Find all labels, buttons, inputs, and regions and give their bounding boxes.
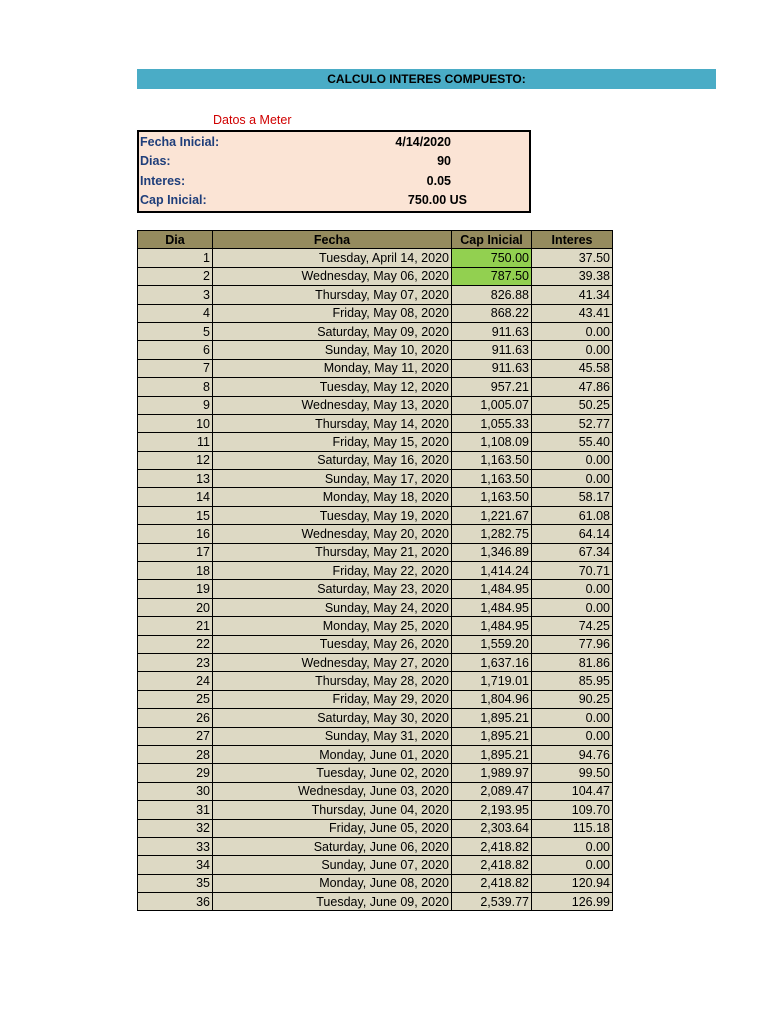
input-label: Interes: [140,173,186,188]
cell-cap-inicial[interactable]: 1,895.21 [452,745,532,763]
cell-dia[interactable]: 7 [138,359,213,377]
cell-interes[interactable]: 0.00 [532,727,613,745]
table-row [138,801,613,819]
cell-dia[interactable]: 17 [138,543,213,561]
cell-fecha[interactable]: Sunday, May 31, 2020 [213,727,452,745]
sheet-title-bar [137,69,716,89]
interest-table-container [137,230,613,911]
cell-fecha[interactable]: Monday, June 01, 2020 [213,745,452,763]
interest-table [137,230,613,911]
cell-interes[interactable]: 61.08 [532,506,613,524]
cell-fecha[interactable]: Friday, May 22, 2020 [213,562,452,580]
cell-cap-inicial[interactable]: 1,346.89 [452,543,532,561]
cell-cap-inicial[interactable]: 1,804.96 [452,690,532,708]
input-label: Fecha Inicial: [140,134,220,149]
cell-interes[interactable]: 0.00 [532,451,613,469]
cell-fecha[interactable]: Saturday, May 16, 2020 [213,451,452,469]
cell-fecha[interactable]: Thursday, May 14, 2020 [213,414,452,432]
cell-fecha[interactable]: Tuesday, June 02, 2020 [213,764,452,782]
table-row [138,286,613,304]
input-value-cell[interactable]: 4/14/2020 [395,134,451,149]
table-row [138,856,613,874]
cell-dia[interactable]: 4 [138,304,213,322]
cell-cap-inicial[interactable]: 1,895.21 [452,709,532,727]
cell-fecha[interactable]: Tuesday, May 26, 2020 [213,635,452,653]
cell-interes[interactable]: 120.94 [532,874,613,892]
table-row [138,341,613,359]
table-row [138,304,613,322]
cell-fecha[interactable]: Wednesday, May 13, 2020 [213,396,452,414]
cell-interes[interactable]: 90.25 [532,690,613,708]
cell-cap-inicial[interactable]: 911.63 [452,359,532,377]
cell-interes[interactable]: 126.99 [532,893,613,911]
cell-cap-inicial[interactable]: 957.21 [452,378,532,396]
cell-dia[interactable]: 11 [138,433,213,451]
sheet-title: CALCULO INTERES COMPUESTO: [327,72,526,86]
cell-interes[interactable]: 0.00 [532,709,613,727]
cell-dia[interactable]: 16 [138,525,213,543]
cell-cap-inicial[interactable]: 868.22 [452,304,532,322]
input-value-cell[interactable]: 750.00 US [407,193,467,208]
cell-fecha[interactable]: Thursday, May 21, 2020 [213,543,452,561]
cell-cap-inicial[interactable]: 1,163.50 [452,488,532,506]
cell-interes[interactable]: 99.50 [532,764,613,782]
cell-cap-inicial[interactable]: 1,163.50 [452,470,532,488]
table-row [138,488,613,506]
cell-interes[interactable]: 41.34 [532,286,613,304]
input-value-cell[interactable]: 90 [437,154,451,169]
cell-fecha[interactable]: Saturday, May 30, 2020 [213,709,452,727]
table-row [138,414,613,432]
cell-interes[interactable]: 0.00 [532,856,613,874]
cell-fecha[interactable]: Sunday, June 07, 2020 [213,856,452,874]
cell-fecha[interactable]: Tuesday, May 12, 2020 [213,378,452,396]
inputs-label: Datos a Meter [213,113,292,127]
cell-cap-inicial[interactable]: 1,484.95 [452,580,532,598]
cell-interes[interactable]: 74.25 [532,617,613,635]
cell-cap-inicial[interactable]: 1,282.75 [452,525,532,543]
table-row [138,359,613,377]
cell-interes[interactable]: 0.00 [532,598,613,616]
cell-cap-inicial[interactable]: 2,193.95 [452,801,532,819]
cell-cap-inicial[interactable]: 1,484.95 [452,617,532,635]
table-row [138,672,613,690]
cell-dia[interactable]: 29 [138,764,213,782]
cell-fecha[interactable]: Tuesday, May 19, 2020 [213,506,452,524]
cell-interes[interactable]: 58.17 [532,488,613,506]
input-label: Dias: [140,154,171,169]
cell-interes[interactable]: 37.50 [532,249,613,267]
cell-fecha[interactable]: Sunday, May 10, 2020 [213,341,452,359]
table-row [138,709,613,727]
column-header-cap-inicial[interactable]: Cap Inicial [452,231,532,249]
cell-dia[interactable]: 9 [138,396,213,414]
table-row [138,470,613,488]
cell-interes[interactable]: 50.25 [532,396,613,414]
cell-interes[interactable]: 85.95 [532,672,613,690]
input-value-cell[interactable]: 0.05 [426,173,451,188]
cell-cap-inicial[interactable]: 2,539.77 [452,893,532,911]
table-row [138,837,613,855]
cell-cap-inicial[interactable]: 1,719.01 [452,672,532,690]
cell-interes[interactable]: 77.96 [532,635,613,653]
cell-cap-inicial[interactable]: 1,221.67 [452,506,532,524]
cell-dia[interactable]: 35 [138,874,213,892]
cell-fecha[interactable]: Tuesday, June 09, 2020 [213,893,452,911]
cell-fecha[interactable]: Thursday, May 28, 2020 [213,672,452,690]
cell-interes[interactable]: 55.40 [532,433,613,451]
cell-cap-inicial[interactable]: 1,989.97 [452,764,532,782]
cell-dia[interactable]: 18 [138,562,213,580]
table-row [138,580,613,598]
table-row [138,727,613,745]
cell-cap-inicial[interactable]: 1,055.33 [452,414,532,432]
cell-cap-inicial[interactable]: 1,484.95 [452,598,532,616]
cell-dia[interactable]: 31 [138,801,213,819]
cell-cap-inicial[interactable]: 2,418.82 [452,837,532,855]
cell-fecha[interactable]: Saturday, June 06, 2020 [213,837,452,855]
cell-cap-inicial[interactable]: 1,559.20 [452,635,532,653]
cell-fecha[interactable]: Sunday, May 24, 2020 [213,598,452,616]
table-row [138,506,613,524]
input-label: Cap Inicial: [140,193,207,208]
cell-fecha[interactable]: Friday, May 29, 2020 [213,690,452,708]
input-row-cap-inicial [139,191,529,211]
table-row [138,378,613,396]
cell-interes[interactable]: 0.00 [532,470,613,488]
cell-interes[interactable]: 39.38 [532,267,613,285]
cell-fecha[interactable]: Wednesday, May 06, 2020 [213,267,452,285]
cell-dia[interactable]: 21 [138,617,213,635]
cell-dia[interactable]: 34 [138,856,213,874]
cell-cap-inicial[interactable]: 787.50 [452,267,532,285]
cell-interes[interactable]: 109.70 [532,801,613,819]
cell-cap-inicial[interactable]: 1,895.21 [452,727,532,745]
cell-dia[interactable]: 15 [138,506,213,524]
cell-dia[interactable]: 22 [138,635,213,653]
table-row [138,617,613,635]
table-row [138,562,613,580]
cell-interes[interactable]: 0.00 [532,580,613,598]
table-row [138,745,613,763]
cell-interes[interactable]: 104.47 [532,782,613,800]
cell-interes[interactable]: 47.86 [532,378,613,396]
table-row [138,819,613,837]
cell-cap-inicial[interactable]: 911.63 [452,322,532,340]
cell-interes[interactable]: 52.77 [532,414,613,432]
cell-dia[interactable]: 23 [138,653,213,671]
cell-cap-inicial[interactable]: 911.63 [452,341,532,359]
cell-cap-inicial[interactable]: 1,637.16 [452,653,532,671]
cell-dia[interactable]: 30 [138,782,213,800]
cell-dia[interactable]: 1 [138,249,213,267]
table-row [138,893,613,911]
table-row [138,249,613,267]
cell-interes[interactable]: 70.71 [532,562,613,580]
cell-cap-inicial[interactable]: 750.00 [452,249,532,267]
cell-cap-inicial[interactable]: 2,089.47 [452,782,532,800]
cell-fecha[interactable]: Friday, June 05, 2020 [213,819,452,837]
table-row [138,543,613,561]
table-row [138,874,613,892]
cell-fecha[interactable]: Monday, May 11, 2020 [213,359,452,377]
cell-dia[interactable]: 12 [138,451,213,469]
cell-cap-inicial[interactable]: 1,414.24 [452,562,532,580]
cell-interes[interactable]: 43.41 [532,304,613,322]
cell-fecha[interactable]: Saturday, May 23, 2020 [213,580,452,598]
table-row [138,525,613,543]
cell-cap-inicial[interactable]: 1,108.09 [452,433,532,451]
cell-fecha[interactable]: Friday, May 08, 2020 [213,304,452,322]
table-row [138,433,613,451]
cell-dia[interactable]: 32 [138,819,213,837]
table-row [138,451,613,469]
cell-dia[interactable]: 6 [138,341,213,359]
cell-interes[interactable]: 94.76 [532,745,613,763]
cell-cap-inicial[interactable]: 1,005.07 [452,396,532,414]
table-row [138,764,613,782]
column-header-dia[interactable]: Dia [138,231,213,249]
inputs-panel [137,130,531,213]
cell-interes[interactable]: 115.18 [532,819,613,837]
cell-fecha[interactable]: Wednesday, May 20, 2020 [213,525,452,543]
input-row-dias [139,152,529,172]
cell-interes[interactable]: 81.86 [532,653,613,671]
cell-fecha[interactable]: Friday, May 15, 2020 [213,433,452,451]
cell-fecha[interactable]: Monday, May 18, 2020 [213,488,452,506]
cell-dia[interactable]: 19 [138,580,213,598]
cell-fecha[interactable]: Saturday, May 09, 2020 [213,322,452,340]
cell-dia[interactable]: 20 [138,598,213,616]
column-header-interes[interactable]: Interes [532,231,613,249]
cell-fecha[interactable]: Sunday, May 17, 2020 [213,470,452,488]
input-row-interes [139,171,529,191]
cell-fecha[interactable]: Tuesday, April 14, 2020 [213,249,452,267]
cell-dia[interactable]: 25 [138,690,213,708]
table-body [138,249,613,911]
column-header-fecha[interactable]: Fecha [213,231,452,249]
table-row [138,653,613,671]
cell-fecha[interactable]: Wednesday, June 03, 2020 [213,782,452,800]
cell-dia[interactable]: 13 [138,470,213,488]
cell-dia[interactable]: 33 [138,837,213,855]
cell-cap-inicial[interactable]: 2,303.64 [452,819,532,837]
cell-cap-inicial[interactable]: 826.88 [452,286,532,304]
cell-interes[interactable]: 45.58 [532,359,613,377]
cell-interes[interactable]: 0.00 [532,322,613,340]
cell-interes[interactable]: 67.34 [532,543,613,561]
cell-dia[interactable]: 14 [138,488,213,506]
cell-fecha[interactable]: Wednesday, May 27, 2020 [213,653,452,671]
cell-interes[interactable]: 64.14 [532,525,613,543]
table-row [138,690,613,708]
cell-cap-inicial[interactable]: 2,418.82 [452,874,532,892]
cell-fecha[interactable]: Thursday, May 07, 2020 [213,286,452,304]
table-row [138,322,613,340]
cell-dia[interactable]: 8 [138,378,213,396]
input-row-fecha-inicial [139,132,529,152]
cell-dia[interactable]: 10 [138,414,213,432]
cell-dia[interactable]: 26 [138,709,213,727]
cell-interes[interactable]: 0.00 [532,341,613,359]
cell-fecha[interactable]: Thursday, June 04, 2020 [213,801,452,819]
cell-fecha[interactable]: Monday, June 08, 2020 [213,874,452,892]
table-row [138,396,613,414]
table-header-row [138,231,613,249]
table-row [138,598,613,616]
cell-cap-inicial[interactable]: 2,418.82 [452,856,532,874]
cell-fecha[interactable]: Monday, May 25, 2020 [213,617,452,635]
cell-dia[interactable]: 27 [138,727,213,745]
cell-dia[interactable]: 36 [138,893,213,911]
cell-dia[interactable]: 28 [138,745,213,763]
cell-dia[interactable]: 3 [138,286,213,304]
cell-dia[interactable]: 24 [138,672,213,690]
cell-dia[interactable]: 2 [138,267,213,285]
table-row [138,782,613,800]
cell-cap-inicial[interactable]: 1,163.50 [452,451,532,469]
table-row [138,635,613,653]
cell-dia[interactable]: 5 [138,322,213,340]
table-row [138,267,613,285]
cell-interes[interactable]: 0.00 [532,837,613,855]
